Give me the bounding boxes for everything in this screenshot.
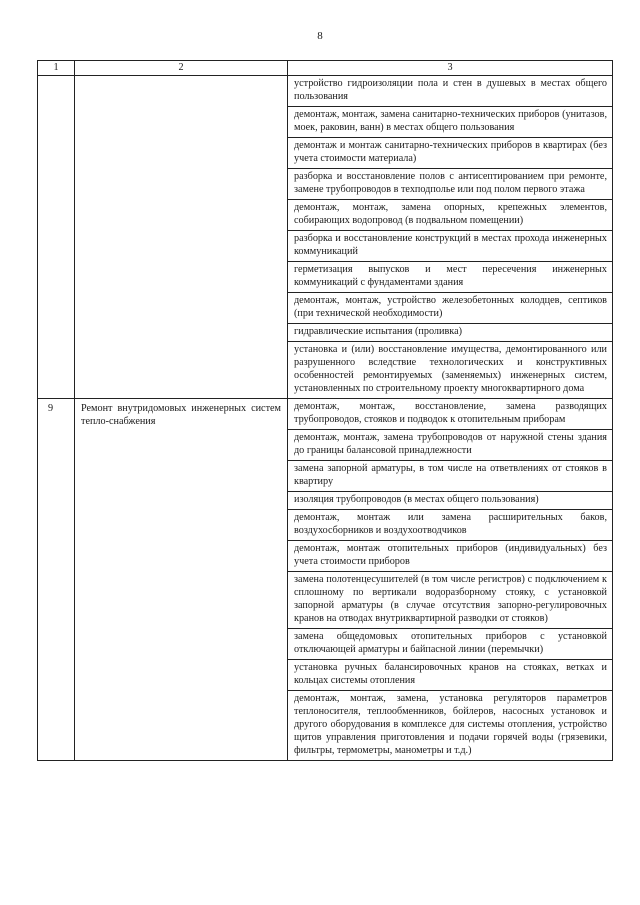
work-item: замена полотенцесушителей (в том числе регистров) с подключением к сплошному по вертикали водоразборному стояку, с установкой запорной арматуры (в случае отсутствия запорно-регулировочных кранов на отводах внутриквартирной разводки от стояков) [288,572,612,629]
work-item: демонтаж и монтаж санитарно-технических приборов в квартирах (без учета стоимости материала) [288,138,612,169]
work-type-name: Ремонт внутридомовых инженерных систем тепло-снабжения [75,399,288,761]
work-item: демонтаж, монтаж, замена, установка регуляторов параметров теплоносителя, теплообменников, бойлеров, насосных установок и другого оборудования в комплексе для системы отопления, устройство щитов управления приготовления и подачи горячей воды (грязевики, фильтры, термометры, манометры и т.д.) [294,693,607,756]
page-number: 8 [317,30,323,42]
work-item: демонтаж, монтаж, замена трубопроводов от наружной стены здания до границы балансовой принадлежности [288,430,612,461]
work-type-name [75,76,288,399]
work-item: устройство гидроизоляции пола и стен в душевых в местах общего пользования [288,76,612,107]
works-table [37,60,613,761]
work-item: демонтаж, монтаж или замена расширительных баков, воздухосборников и воздухоотводчиков [288,510,612,541]
header-col-3: 3 [288,61,613,76]
work-item: гидравлические испытания (проливка) [288,324,612,342]
work-item: разборка и восстановление полов с антисептированием при ремонте, замене трубопроводов в техподполье или под полом первого этажа [288,169,612,200]
work-item: установка и (или) восстановление имущества, демонтированного или разрушенного вследствие технологических и конструктивных особенностей ремонтируемых (заменяемых) инженерных систем, установленных по строительному проекту многоквартирного дома [294,344,607,394]
work-item: демонтаж, монтаж, замена опорных, крепежных элементов, собирающих водопровод (в подвальном помещении) [288,200,612,231]
header-col-2: 2 [75,61,288,76]
work-item: установка ручных балансировочных кранов на стояках, ветках и кольцах системы отопления [288,660,612,691]
work-item: изоляция трубопроводов (в местах общего пользования) [288,492,612,510]
work-item: герметизация выпусков и мест пересечения инженерных коммуникаций с фундаментами здания [288,262,612,293]
row-number: 9 [38,399,75,761]
work-item: демонтаж, монтаж отопительных приборов (индивидуальных) без учета стоимости приборов [288,541,612,572]
work-item: демонтаж, монтаж, замена санитарно-технических приборов (унитазов, моек, раковин, ванн) в местах общего пользования [288,107,612,138]
work-item: замена общедомовых отопительных приборов с установкой отключающей арматуры и байпасной линии (перемычки) [288,629,612,660]
work-item: разборка и восстановление конструкций в местах прохода инженерных коммуникаций [288,231,612,262]
work-items-cell [288,399,613,761]
table-row-continuation [38,76,613,399]
work-item: демонтаж, монтаж, восстановление, замена разводящих трубопроводов, стояков и подводок к отопительным приборам [288,399,612,430]
header-col-1: 1 [38,61,75,76]
work-item: замена запорной арматуры, в том числе на ответвлениях от стояков в квартиру [288,461,612,492]
table-row-heating [38,399,613,761]
table-header-row [38,61,613,76]
row-number [38,76,75,399]
work-items-cell [288,76,613,399]
work-item: демонтаж, монтаж, устройство железобетонных колодцев, септиков (при технической необходимости) [288,293,612,324]
